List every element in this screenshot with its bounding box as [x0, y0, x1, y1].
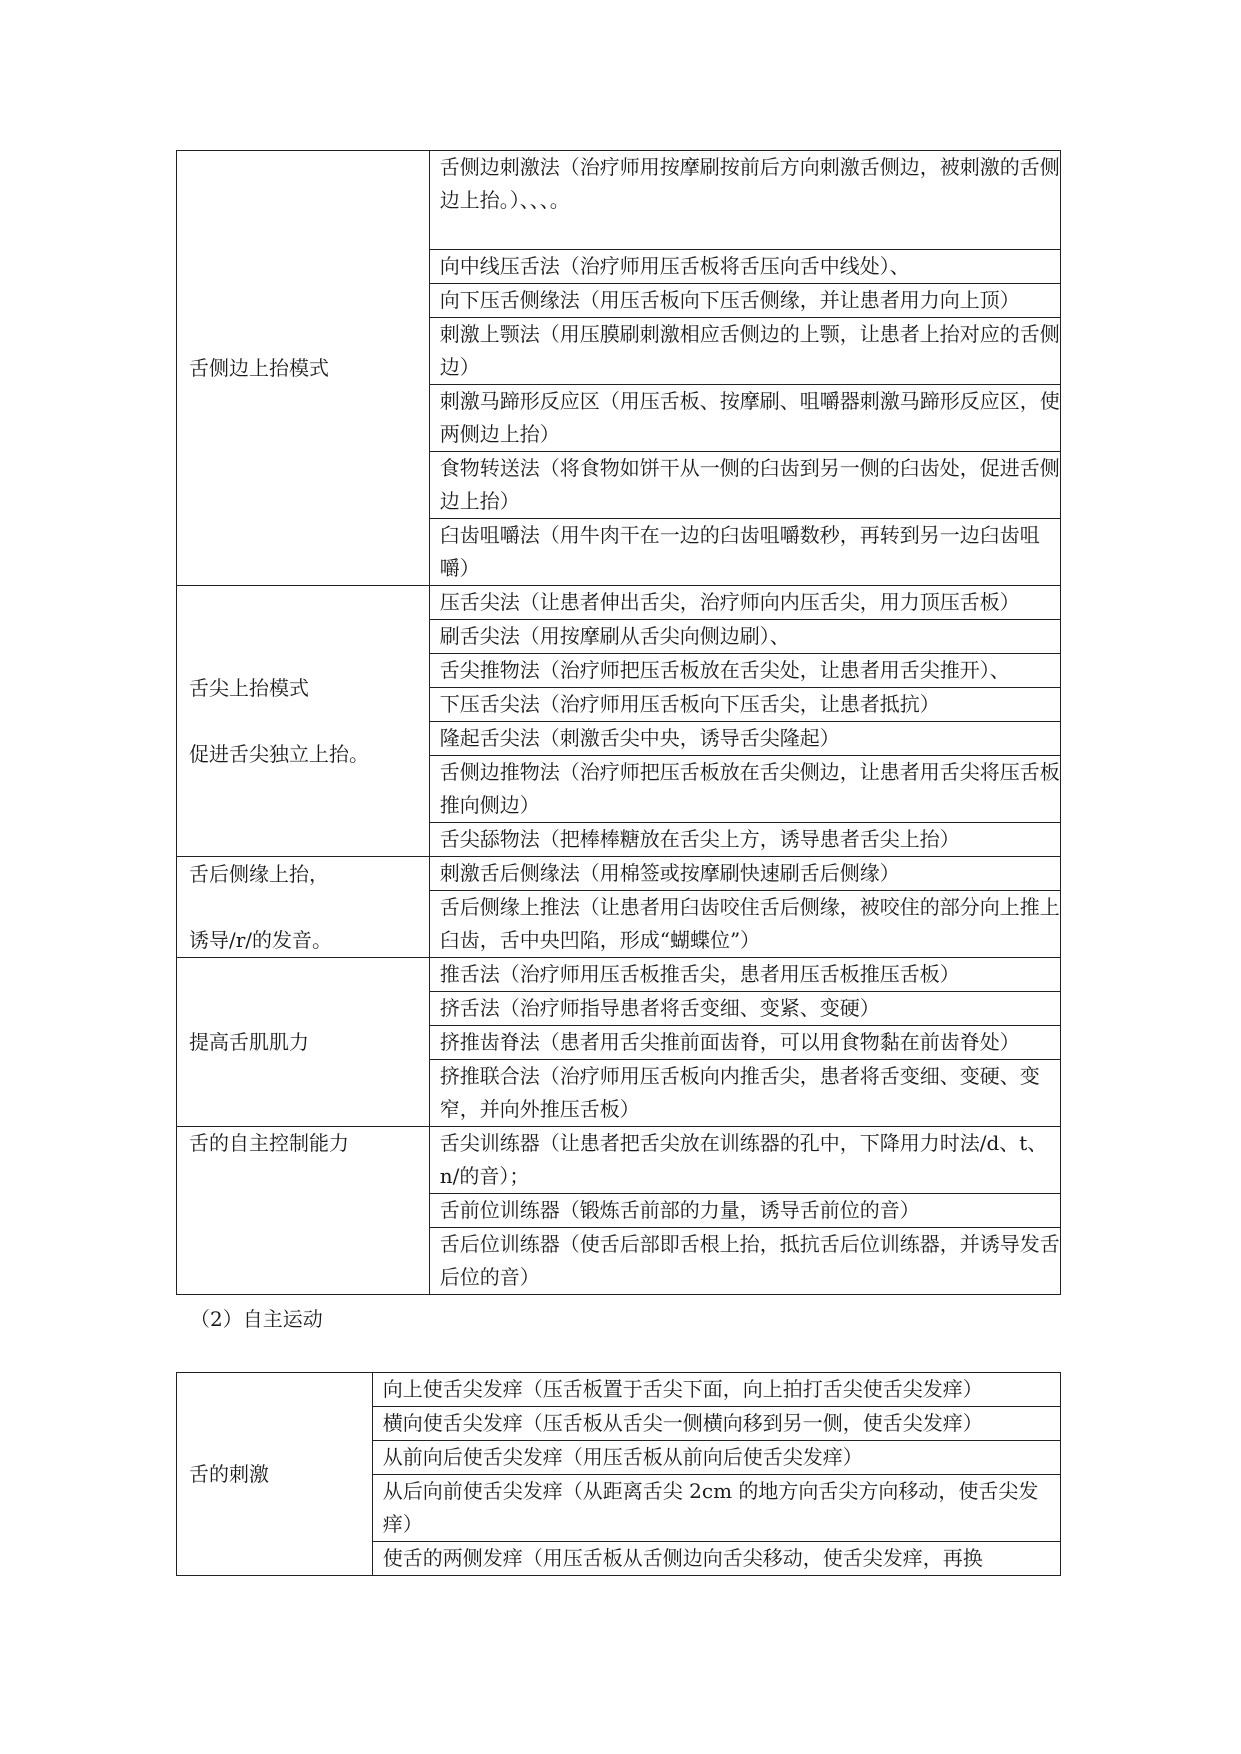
category-label: 舌尖上抬模式	[189, 675, 309, 700]
method-cell	[372, 1407, 1060, 1441]
method-text: 挤推联合法（治疗师用压舌板向内推舌尖，患者将舌变细、变硬、变窄，并向外推压舌板）	[439, 1064, 1040, 1121]
method-cell	[429, 586, 1060, 620]
method-text: 下压舌尖法（治疗师用压舌板向下压舌尖，让患者抵抗）	[439, 692, 940, 716]
section-heading: （2）自主运动	[190, 1307, 323, 1331]
method-cell	[372, 1475, 1060, 1542]
therapy-methods-table	[176, 150, 1061, 1295]
method-text: 食物转送法（将食物如饼干从一侧的臼齿到另一侧的臼齿处，促进舌侧边上抬）	[439, 456, 1060, 513]
method-cell	[429, 992, 1060, 1026]
method-cell	[429, 722, 1060, 756]
method-cell	[429, 857, 1060, 891]
method-text: 压舌尖法（让患者伸出舌尖，治疗师向内压舌尖，用力顶压舌板）	[439, 590, 1020, 614]
category-label: 舌的刺激	[189, 1461, 269, 1486]
method-text: 推舌法（治疗师用压舌板推舌尖，患者用压舌板推压舌板）	[439, 962, 960, 986]
method-cell	[372, 1373, 1060, 1407]
method-text: 向上使舌尖发痒（压舌板置于舌尖下面，向上拍打舌尖使舌尖发痒）	[382, 1377, 983, 1401]
method-text: 使舌的两侧发痒（用压舌板从舌侧边向舌尖移动，使舌尖发痒，再换	[382, 1546, 983, 1570]
method-cell	[429, 284, 1060, 318]
method-text: 舌尖训练器（让患者把舌尖放在训练器的孔中，下降用力时法/d、t、n/的音）；	[439, 1131, 1048, 1188]
method-cell	[429, 318, 1060, 385]
method-cell	[372, 1542, 1060, 1576]
method-cell	[429, 823, 1060, 857]
method-cell	[429, 1127, 1060, 1194]
category-cell	[177, 958, 430, 1127]
method-cell	[429, 620, 1060, 654]
method-cell	[429, 756, 1060, 823]
method-cell	[429, 151, 1060, 250]
method-text: 舌尖推物法（治疗师把压舌板放在舌尖处，让患者用舌尖推开）、	[439, 658, 1010, 682]
table-row	[177, 1127, 1061, 1194]
method-cell	[429, 1026, 1060, 1060]
method-text: 舌前位训练器（锻炼舌前部的力量，诱导舌前位的音）	[439, 1198, 920, 1222]
method-text: 横向使舌尖发痒（压舌板从舌尖一侧横向移到另一侧，使舌尖发痒）	[382, 1411, 983, 1435]
method-text: 挤舌法（治疗师指导患者将舌变细、变紧、变硬）	[439, 996, 880, 1020]
method-text: 从后向前使舌尖发痒（从距离舌尖 2cm 的地方向舌尖方向移动，使舌尖发痒）	[382, 1479, 1039, 1536]
category-cell	[177, 1127, 430, 1295]
category-label: 提高舌肌肌力	[189, 1029, 309, 1054]
method-text: 刺激舌后侧缘法（用棉签或按摩刷快速刷舌后侧缘）	[439, 861, 900, 885]
method-cell	[429, 452, 1060, 519]
category-cell	[177, 586, 430, 857]
table-row	[177, 857, 1061, 891]
category-label: 促进舌尖独立上抬。	[189, 741, 369, 766]
method-text: 刺激马蹄形反应区（用压舌板、按摩刷、咀嚼器刺激马蹄形反应区，使两侧边上抬）	[439, 389, 1060, 446]
category-label: 舌的自主控制能力	[189, 1131, 349, 1155]
method-text: 臼齿咀嚼法（用牛肉干在一边的臼齿咀嚼数秒，再转到另一边臼齿咀嚼）	[439, 523, 1040, 580]
method-text: 从前向后使舌尖发痒（用压舌板从前向后使舌尖发痒）	[382, 1445, 863, 1469]
method-cell	[372, 1441, 1060, 1475]
table-row	[177, 586, 1061, 620]
method-cell	[429, 1194, 1060, 1228]
method-cell	[429, 958, 1060, 992]
method-text: 向中线压舌法（治疗师用压舌板将舌压向舌中线处）、	[439, 254, 910, 278]
category-label: 诱导/r/的发音。	[189, 927, 333, 952]
table-row	[177, 1373, 1061, 1407]
method-cell	[429, 1060, 1060, 1127]
category-label: 舌后侧缘上抬，	[189, 861, 329, 886]
method-text: 舌尖舔物法（把棒棒糖放在舌尖上方，诱导患者舌尖上抬）	[439, 827, 960, 851]
method-text: 向下压舌侧缘法（用压舌板向下压舌侧缘，并让患者用力向上顶）	[439, 288, 1020, 312]
category-cell	[177, 151, 430, 586]
category-label: 舌侧边上抬模式	[189, 355, 329, 380]
method-text: 隆起舌尖法（刺激舌尖中央，诱导舌尖隆起）	[439, 726, 840, 750]
category-cell	[177, 1373, 373, 1576]
method-text: 刺激上颚法（用压膜刷刺激相应舌侧边的上颚，让患者上抬对应的舌侧边）	[439, 322, 1060, 379]
method-text: 舌侧边推物法（治疗师把压舌板放在舌尖侧边，让患者用舌尖将压舌板推向侧边）	[439, 760, 1060, 817]
method-text: 刷舌尖法（用按摩刷从舌尖向侧边刷）、	[439, 624, 790, 648]
method-cell	[429, 654, 1060, 688]
tongue-stimulation-table	[176, 1372, 1061, 1576]
method-text: 舌侧边刺激法（治疗师用按摩刷按前后方向刺激舌侧边，被刺激的舌侧边上抬。）、、、。	[439, 155, 1060, 212]
method-cell	[429, 1228, 1060, 1295]
table-row	[177, 958, 1061, 992]
table-row	[177, 151, 1061, 250]
method-text: 挤推齿脊法（患者用舌尖推前面齿脊，可以用食物黏在前齿脊处）	[439, 1030, 1020, 1054]
method-cell	[429, 385, 1060, 452]
method-text: 舌后位训练器（使舌后部即舌根上抬，抵抗舌后位训练器，并诱导发舌后位的音）	[439, 1232, 1060, 1289]
method-cell	[429, 519, 1060, 586]
method-cell	[429, 891, 1060, 958]
method-text: 舌后侧缘上推法（让患者用臼齿咬住舌后侧缘，被咬住的部分向上推上臼齿，舌中央凹陷，形成“蝴蝶位”）	[439, 895, 1060, 952]
category-cell	[177, 857, 430, 958]
method-cell	[429, 688, 1060, 722]
method-cell	[429, 250, 1060, 284]
